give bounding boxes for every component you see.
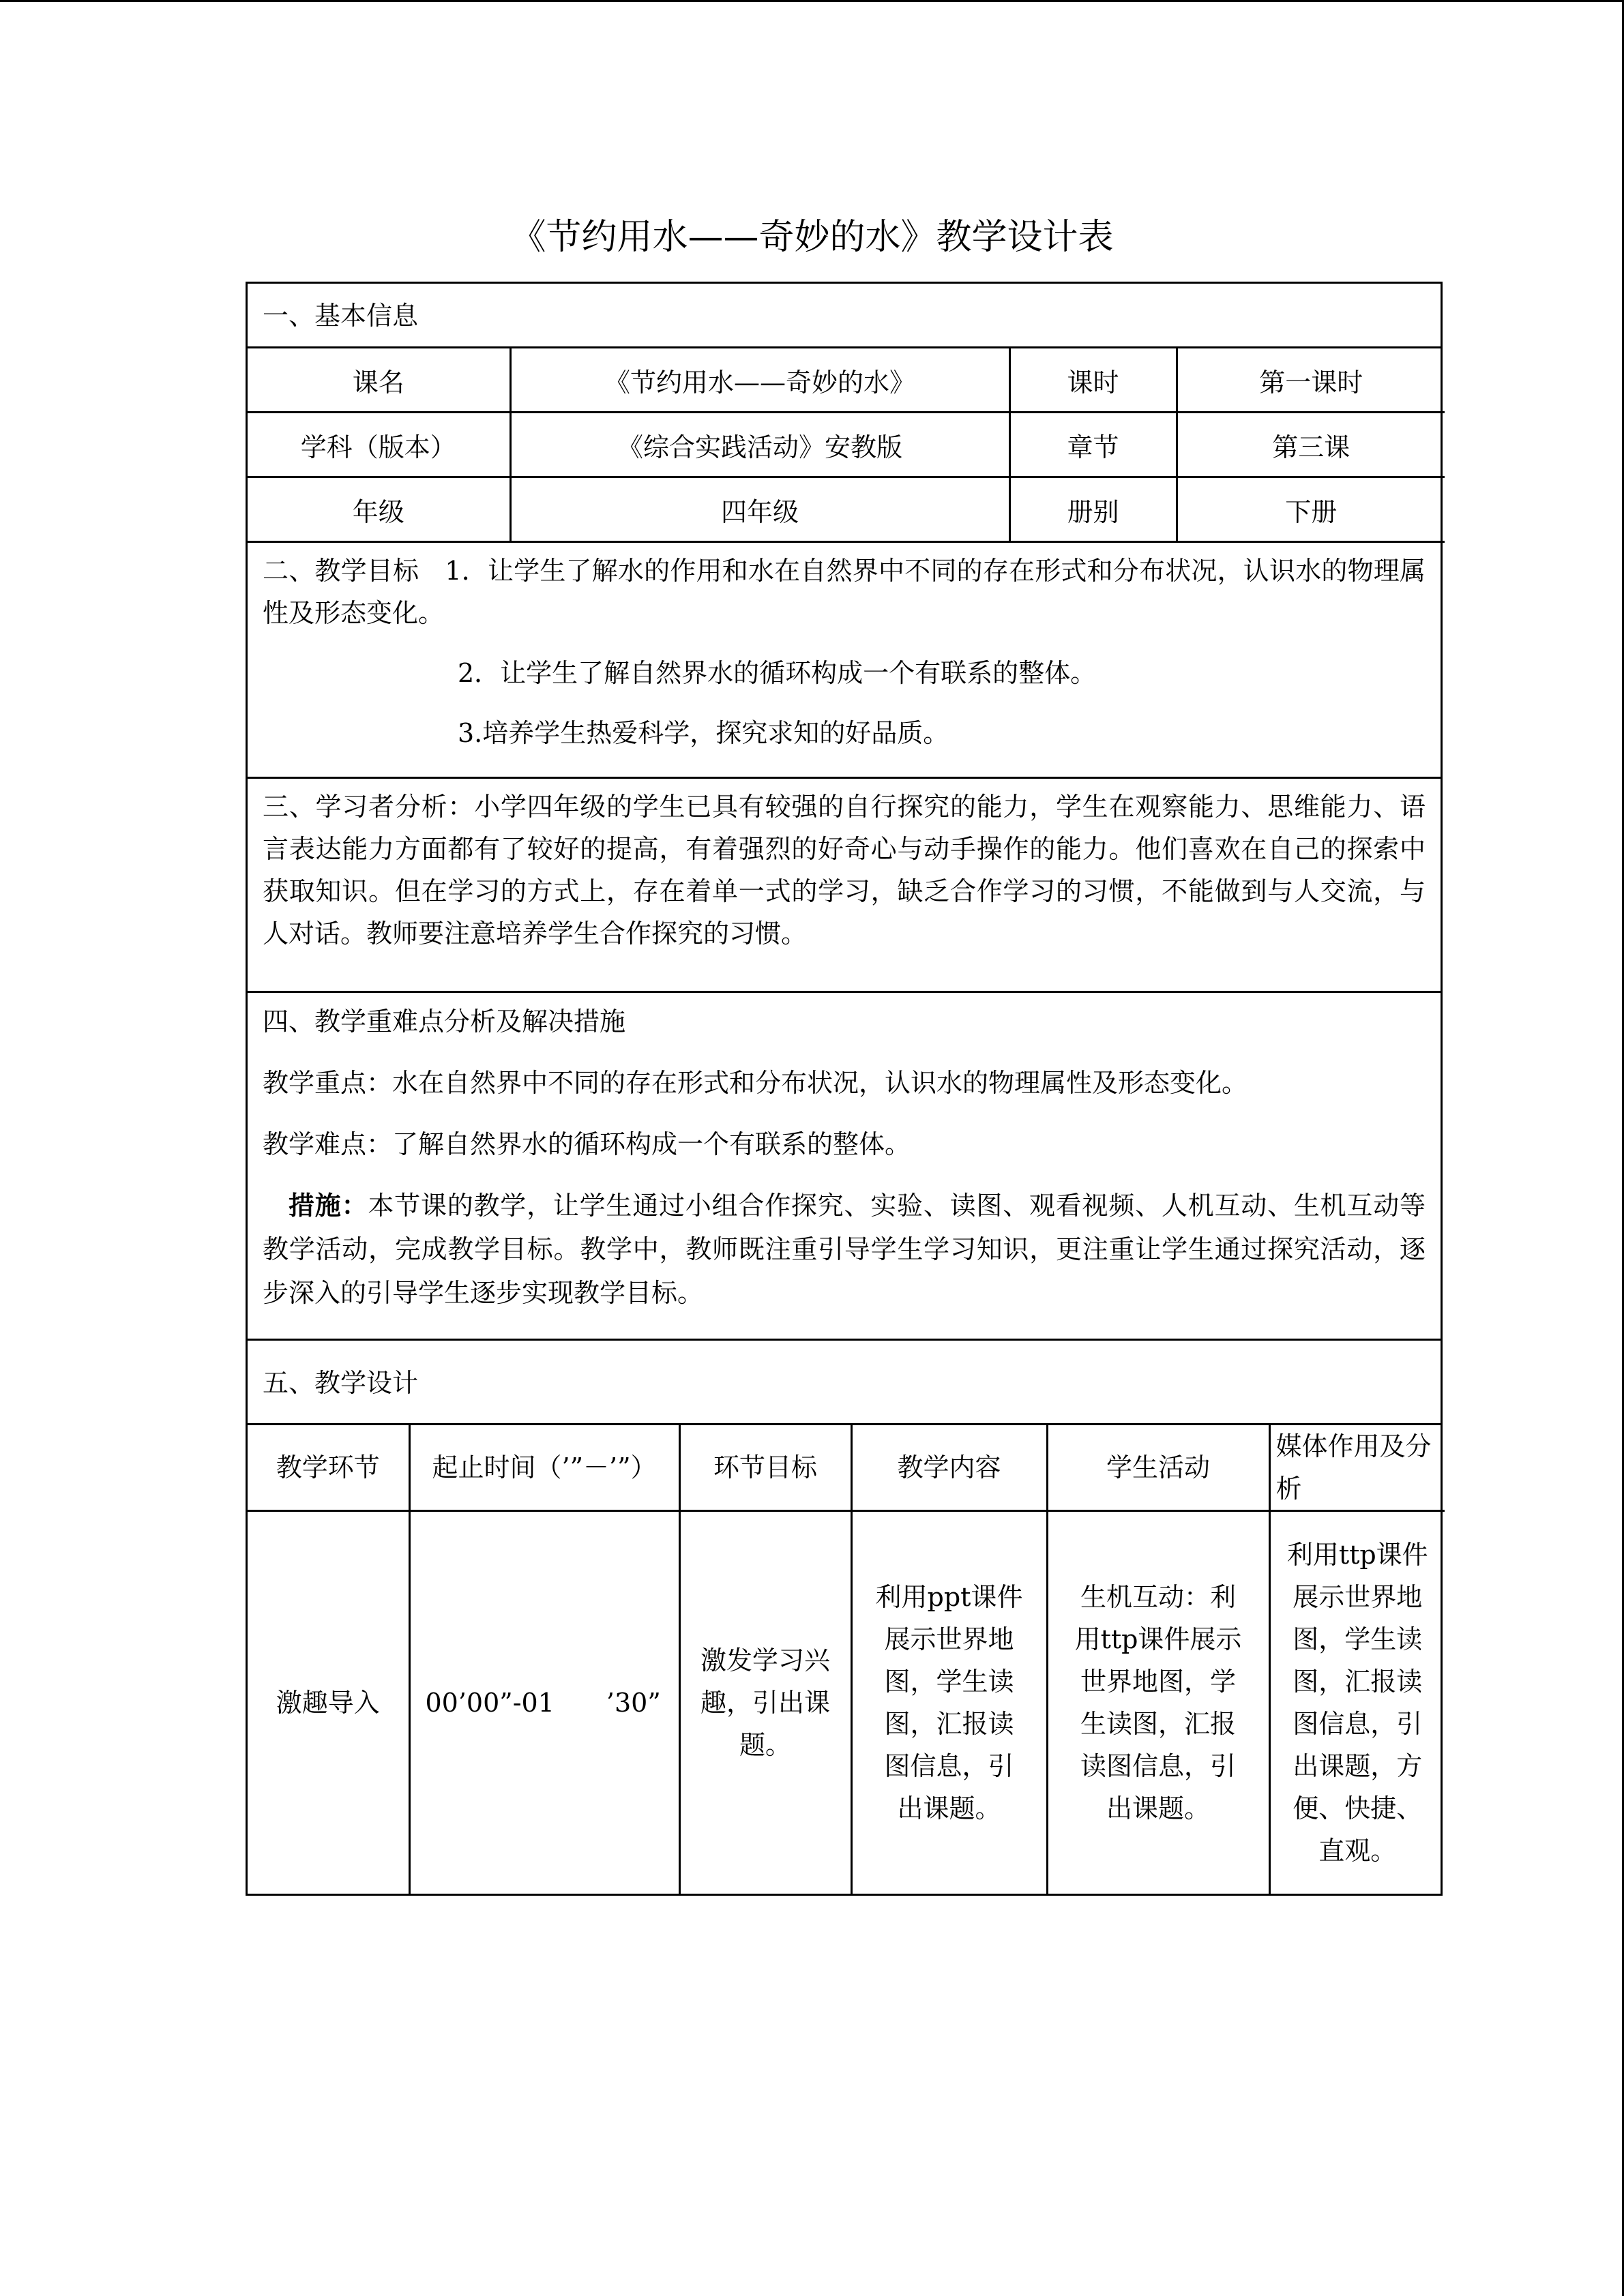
col-header-goal: 环节目标 — [679, 1425, 851, 1511]
document-title: 《节约用水——奇妙的水》教学设计表 — [510, 217, 1114, 258]
basic-info-table — [248, 348, 1445, 543]
volume-label: 册别 — [1009, 477, 1177, 542]
measures-label: 措施： — [289, 1190, 368, 1221]
design-table — [248, 1425, 1445, 1894]
goal-cell: 激发学习兴趣，引出课题。 — [679, 1511, 851, 1894]
table-row — [248, 413, 1445, 477]
col-header-activity: 学生活动 — [1047, 1425, 1269, 1511]
basic-info-heading: 一、基本信息 — [248, 284, 1441, 348]
teaching-goals-section — [248, 543, 1441, 779]
goal-line-1: 二、教学目标 1．让学生了解水的作用和水在自然界中不同的存在形式和分布状况，认识水的物理属性及形态变化。 — [263, 556, 1426, 628]
period-value: 第一课时 — [1177, 348, 1445, 413]
table-row — [248, 348, 1445, 413]
table-header-row — [248, 1425, 1445, 1511]
grade-label: 年级 — [248, 477, 510, 542]
design-heading: 五、教学设计 — [248, 1341, 1441, 1425]
goal-line-3: 3.培养学生热爱科学，探究求知的好品质。 — [458, 718, 949, 748]
chapter-label: 章节 — [1009, 413, 1177, 477]
learner-analysis-section — [248, 779, 1441, 993]
course-name-value: 《节约用水——奇妙的水》 — [510, 348, 1009, 413]
subject-label: 学科（版本） — [248, 413, 510, 477]
chapter-value: 第三课 — [1177, 413, 1445, 477]
lesson-design-table — [246, 282, 1443, 1896]
teaching-focus: 教学重点：水在自然界中不同的存在形式和分布状况，认识水的物理属性及形态变化。 — [263, 1068, 1248, 1098]
subject-value: 《综合实践活动》安教版 — [510, 413, 1009, 477]
teaching-difficulty: 教学难点：了解自然界水的循环构成一个有联系的整体。 — [263, 1129, 911, 1159]
table-row — [248, 477, 1445, 542]
stage-cell: 激趣导入 — [248, 1511, 409, 1894]
measures-paragraph — [263, 1184, 1426, 1315]
table-row — [248, 1511, 1445, 1894]
page-top-border — [0, 0, 1624, 2]
learner-analysis-text: 三、学习者分析：小学四年级的学生已具有较强的自行探究的能力，学生在观察能力、思维能力、语言表达能力方面都有了较好的提高，有着强烈的好奇心与动手操作的能力。他们喜欢在自己的探索中获取知识。但在学习的方式上，存在着单一式的学习，缺乏合作学习的习惯，不能做到与人交流，与人对话。教师要注意培养学生合作探究的习惯。 — [263, 792, 1426, 949]
period-label: 课时 — [1009, 348, 1177, 413]
media-cell: 利用ttp课件展示世界地图，学生读图，汇报读图信息，引出课题，方便、快捷、直观。 — [1269, 1511, 1445, 1894]
col-header-media: 媒体作用及分析 — [1269, 1425, 1445, 1511]
content-cell: 利用ppt课件展示世界地图，学生读图，汇报读图信息，引出课题。 — [851, 1511, 1047, 1894]
col-header-stage: 教学环节 — [248, 1425, 409, 1511]
goal-line-2: 2．让学生了解自然界水的循环构成一个有联系的整体。 — [458, 658, 1097, 688]
measures-text: 本节课的教学，让学生通过小组合作探究、实验、读图、观看视频、人机互动、生机互动等教学活动，完成教学目标。教学中，教师既注重引导学生学习知识，更注重让学生通过探究活动，逐步深入的引导学生逐步实现教学目标。 — [263, 1191, 1426, 1308]
key-points-heading: 四、教学重难点分析及解决措施 — [263, 1007, 626, 1037]
key-points-section — [248, 993, 1441, 1341]
grade-value: 四年级 — [510, 477, 1009, 542]
course-name-label: 课名 — [248, 348, 510, 413]
col-header-content: 教学内容 — [851, 1425, 1047, 1511]
col-header-time: 起止时间（’”－’”） — [409, 1425, 679, 1511]
activity-cell: 生机互动：利用ttp课件展示世界地图，学生读图，汇报读图信息，引出课题。 — [1047, 1511, 1269, 1894]
volume-value: 下册 — [1177, 477, 1445, 542]
time-cell: 00’00”-01 ’30” — [409, 1511, 679, 1894]
